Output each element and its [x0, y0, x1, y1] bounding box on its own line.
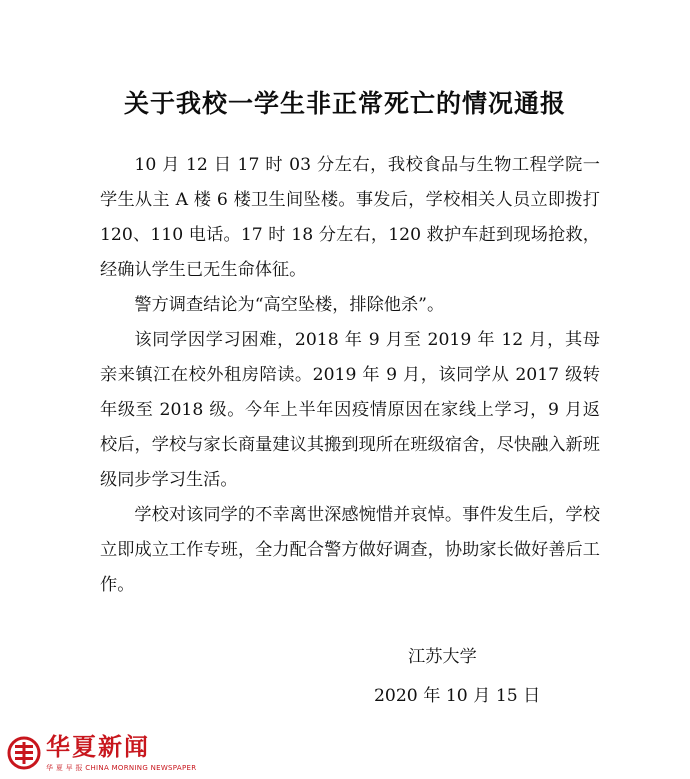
- notice-body: [100, 148, 600, 603]
- signature-organization: 江苏大学: [408, 647, 477, 667]
- signature-block: [374, 640, 570, 714]
- logo-icon: [6, 735, 42, 771]
- watermark-brand: 华夏新闻: [46, 733, 150, 761]
- paragraph-police-conclusion: 警方调查结论为“高空坠楼，排除他杀”。: [134, 295, 445, 315]
- signature-date: 2020 年 10 月 15 日: [374, 686, 541, 706]
- paragraph-background: 该同学因学习困难，2018 年 9 月至 2019 年 12 月，其母亲来镇江在校外租房陪读。2019 年 9 月，该同学从 2017 级转年级至 2018 级。今年上半年因疫情原因在家线上学习，9 月返校后，学校与家长商量建议其搬到现所在班级宿舍，尽快融入新班级同步学习生活。: [100, 330, 600, 490]
- watermark-logo: [6, 733, 206, 779]
- notice-title: 关于我校一学生非正常死亡的情况通报: [123, 89, 566, 118]
- paragraph-incident: 10 月 12 日 17 时 03 分左右，我校食品与生物工程学院一学生从主 A 楼 6 楼卫生间坠楼。事发后，学校相关人员立即拨打 120、110 电话。17 时 18 分左右，120 救护车赶到现场抢救，经确认学生已无生命体征。: [100, 155, 600, 280]
- watermark-subtitle: 华 夏 早 报 CHINA MORNING NEWSPAPER: [46, 764, 197, 772]
- paragraph-condolence: 学校对该同学的不幸离世深感惋惜并哀悼。事件发生后，学校立即成立工作专班，全力配合警方做好调查，协助家长做好善后工作。: [100, 505, 600, 595]
